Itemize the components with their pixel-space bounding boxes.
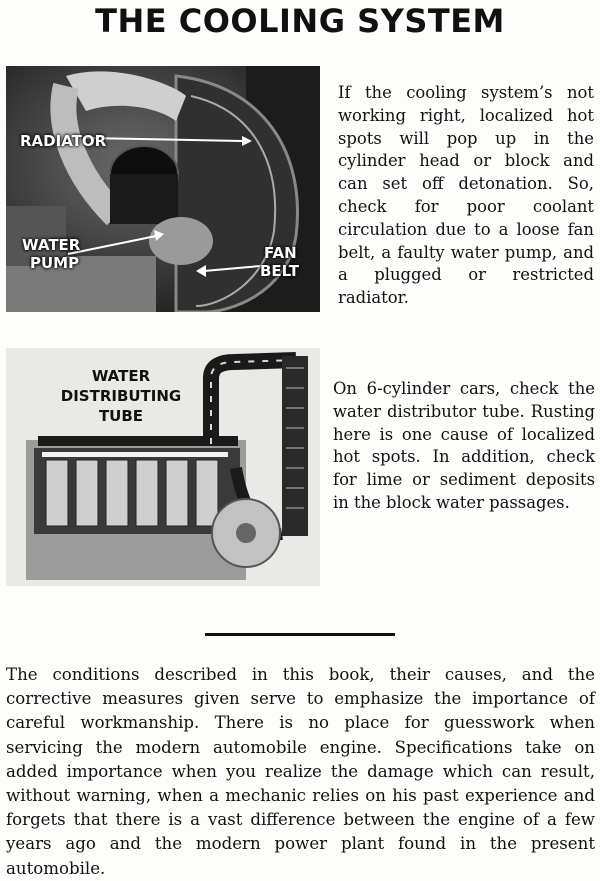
water-distributing-tube-diagram bbox=[6, 348, 320, 586]
six-cylinder-paragraph bbox=[333, 378, 595, 515]
page-title: THE COOLING SYSTEM bbox=[95, 2, 505, 40]
diagram-label-line3: TUBE bbox=[98, 407, 144, 425]
closing-paragraph bbox=[6, 663, 595, 881]
cooling-check-paragraph bbox=[338, 82, 594, 310]
radiator-label: RADIATOR bbox=[20, 132, 107, 150]
paragraph-2: On 6-cylinder cars, check the water distributor tube. Rusting here is one cause of localized hot spots. In addition, check for lime or sediment deposits in the block water passages. bbox=[333, 379, 595, 512]
fan-belt-label-line1: FAN bbox=[264, 244, 297, 262]
water-pump-label-line2: PUMP bbox=[30, 254, 80, 272]
fan-belt-label-line2: BELT bbox=[260, 262, 299, 280]
engine-photo bbox=[6, 66, 320, 312]
water-distributing-tube-label bbox=[46, 366, 196, 426]
diagram-label-line2: DISTRIBUTING bbox=[60, 387, 182, 405]
paragraph-3: The conditions described in this book, their causes, and the corrective measures given serve to emphasize the importance of careful workmanship. There is no place for guesswork when servicing the modern automobile engine. Specifications take on added importance when you realize the damage which can result, without warning, when a mechanic relies on his past experience and forgets that there is a vast difference between the engine of a few years ago and the modern power plant found in the present automobile. bbox=[6, 665, 595, 878]
paragraph-1: If the cooling system’s not working right, localized hot spots will pop up in the cylinder head or block and can set off detonation. So, check for poor coolant circulation due to a loose fan belt, a faulty water pump, and a plugged or restricted radiator. bbox=[338, 83, 594, 308]
water-pump-label-line1: WATER bbox=[22, 236, 81, 254]
diagram-label-line1: WATER bbox=[91, 367, 151, 385]
section-divider bbox=[205, 633, 395, 636]
